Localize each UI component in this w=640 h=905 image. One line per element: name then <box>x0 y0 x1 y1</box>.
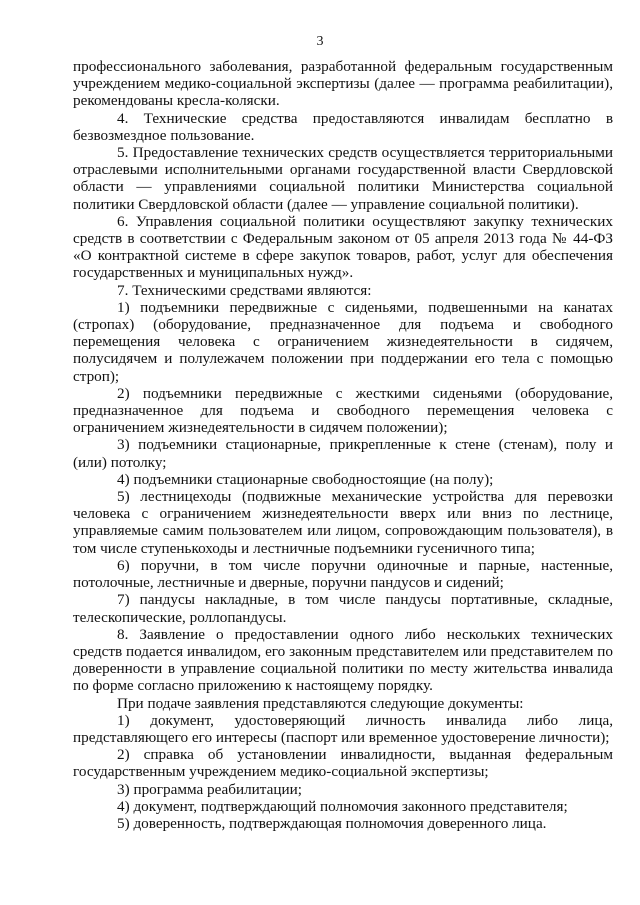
paragraph: 5) доверенность, подтверждающая полномочия доверенного лица. <box>117 814 547 832</box>
paragraph: 4) документ, подтверждающий полномочия законного представителя; <box>117 797 568 815</box>
document-body <box>73 58 613 832</box>
paragraph: При подаче заявления представляются следующие документы: <box>117 694 524 712</box>
paragraph: 1) подъемники передвижные с сиденьями, подвешенными на канатах (стропах) (оборудование, предназначенное для подъема и свободного перемещения человека с ограничением жизнедеятельности в сидячем, полусидячем и полулежачем положении при поддержании его тела с помощью строп); <box>73 298 613 385</box>
paragraph: 4) подъемники стационарные свободностоящие (на полу); <box>117 470 494 488</box>
paragraph: 1) документ, удостоверяющий личность инвалида либо лица, представляющего его интересы (паспорт или временное удостоверение личности); <box>73 711 613 746</box>
paragraph: 3) подъемники стационарные, прикрепленные к стене (стенам), полу и (или) потолку; <box>73 436 613 471</box>
paragraph: 6. Управления социальной политики осуществляют закупку технических средств в соответствии с Федеральным законом от 05 апреля 2013 года № 44-ФЗ «О контрактной системе в сфере закупок товаров, работ, услуг для обеспечения государственных и муниципальных нужд». <box>73 212 613 282</box>
paragraph: 7. Техническими средствами являются: <box>117 281 372 299</box>
page-number: 3 <box>316 34 324 49</box>
paragraph: 5) лестницеходы (подвижные механические устройства для перевозки человека с ограничением жизнедеятельности вверх или вниз по лестнице, управляемые самим пользователем или лицом, сопровождающим пользователя), в том числе ступенькоходы и лестничные подъемники гусеничного типа; <box>73 488 613 557</box>
paragraph: 2) подъемники передвижные с жесткими сиденьями (оборудование, предназначенное для подъема и свободного перемещения человека с ограничением жизнедеятельности в сидячем положении); <box>73 384 613 437</box>
paragraph: 4. Технические средства предоставляются инвалидам бесплатно в безвозмездное пользование. <box>73 109 613 144</box>
paragraph: 5. Предоставление технических средств осуществляется территориальными отраслевыми исполнительными органами государственной власти Свердловской области — управлениями социальной политики Министерства социальной политики Свердловской области (далее — управление социальной политики). <box>73 144 613 213</box>
paragraph: 3) программа реабилитации; <box>117 780 302 798</box>
paragraph: 6) поручни, в том числе поручни одиночные и парные, настенные, потолочные, лестничные и дверные, поручни пандусов и сидений; <box>73 556 613 592</box>
paragraph: 7) пандусы накладные, в том числе пандусы портативные, складные, телескопические, роллопандусы. <box>73 591 613 626</box>
paragraph: профессионального заболевания, разработанной федеральным государственным учреждением медико-социальной экспертизы (далее — программа реабилитации), рекомендованы кресла-коляски. <box>73 58 613 110</box>
paragraph: 2) справка об установлении инвалидности, выданная федеральным государственным учреждением медико-социальной экспертизы; <box>73 746 613 781</box>
paragraph: 8. Заявление о предоставлении одного либо нескольких технических средств подается инвалидом, его законным представителем или представителем по доверенности в управление социальной политики по месту жительства инвалида по форме согласно приложению к настоящему порядку. <box>73 625 613 695</box>
